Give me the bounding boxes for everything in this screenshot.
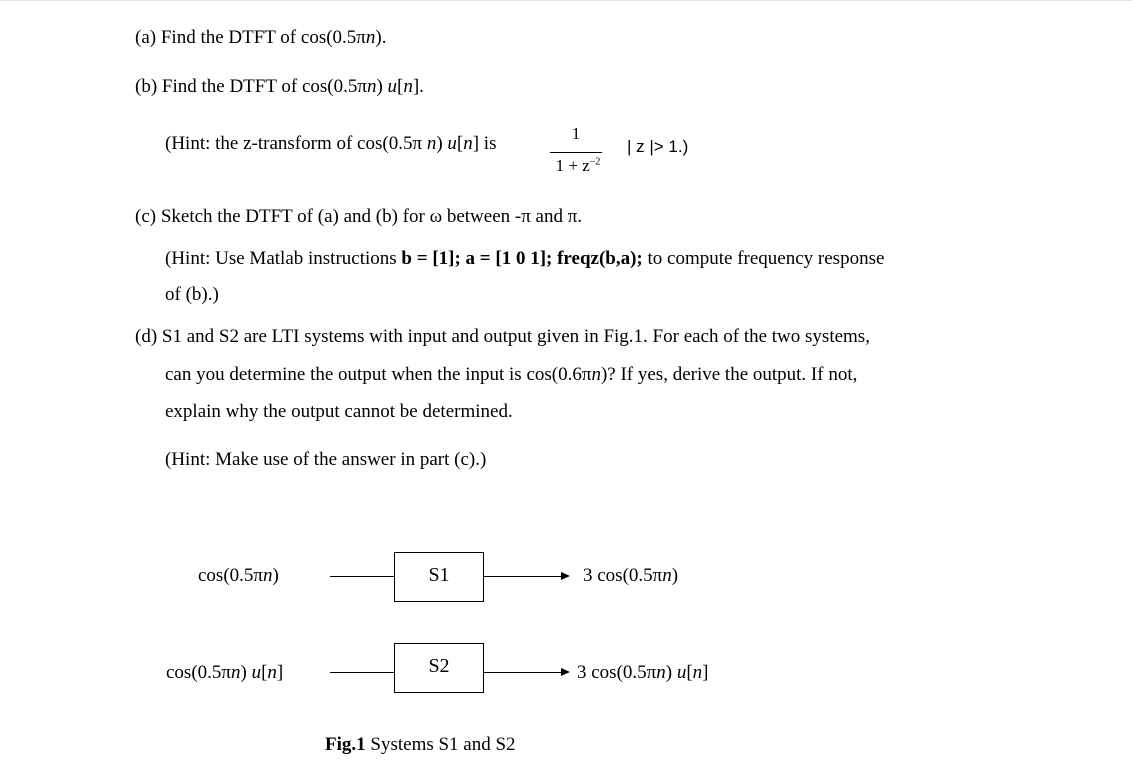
hint-c-suffix: to compute frequency response <box>647 248 885 269</box>
s2-input-pre: cos(0.5π <box>166 662 231 683</box>
s2-output-wire <box>483 672 561 673</box>
question-b-expr: cos(0.5π <box>301 76 367 97</box>
var-n: n <box>662 565 672 586</box>
var-n: n <box>231 662 241 683</box>
figure-caption-number: Fig.1 <box>325 734 366 755</box>
bracket: [ <box>686 662 693 683</box>
s1-output-post: ) <box>671 565 679 586</box>
s1-input-post: ) <box>272 565 279 586</box>
question-c-text: Sketch the DTFT of (a) and (b) for ω between -π and π. <box>160 206 583 227</box>
question-d-line3: explain why the output cannot be determined. <box>165 401 513 422</box>
hint-b-suffix: ] is <box>472 133 497 154</box>
s2-output-label <box>577 662 708 684</box>
var-n: n <box>656 662 666 683</box>
s1-output-label <box>583 565 678 587</box>
var-n: n <box>403 76 413 97</box>
var-u: u <box>387 76 398 97</box>
bracket: [ <box>456 133 464 154</box>
question-a-expr-end: ). <box>375 27 387 48</box>
question-d-label: (d) <box>135 326 158 347</box>
var-u: u <box>447 133 457 154</box>
figure-caption <box>325 734 516 756</box>
s2-arrow-icon <box>561 668 570 676</box>
region-of-convergence: | z |> 1.) <box>627 137 689 156</box>
question-a-label: (a) <box>135 27 157 48</box>
var-n: n <box>463 133 473 154</box>
s1-output-pre: 3 cos(0.5π <box>583 565 663 586</box>
fraction-denominator <box>548 156 608 176</box>
hint-b-prefix: (Hint: the z-transform of cos(0.5π <box>165 133 423 154</box>
bracket: [ <box>261 662 268 683</box>
s2-output-pre: 3 cos(0.5π <box>577 662 657 683</box>
var-u: u <box>676 662 687 683</box>
var-n: n <box>366 76 377 97</box>
hint-c <box>165 248 884 270</box>
bracket: [ <box>397 76 404 97</box>
s1-arrow-icon <box>561 572 570 580</box>
s1-system-box: S1 <box>394 552 484 602</box>
question-d-line1: S1 and S2 are LTI systems with input and output given in Fig.1. For each of the two systems, <box>161 326 870 347</box>
s1-input-wire <box>330 576 394 577</box>
question-b-text: Find the DTFT of <box>161 76 298 97</box>
question-b-label: (b) <box>135 76 158 97</box>
question-d-line2 <box>165 364 857 386</box>
page-top-border <box>0 0 1132 1</box>
question-a <box>135 27 386 49</box>
s1-output-wire <box>483 576 561 577</box>
hint-b <box>165 133 496 155</box>
var-n: n <box>267 662 277 683</box>
figure-caption-text: Systems S1 and S2 <box>370 734 516 755</box>
question-a-expr: cos(0.5π <box>300 27 366 48</box>
bracket-end: ] <box>702 662 709 683</box>
hint-d: (Hint: Make use of the answer in part (c).) <box>165 449 487 470</box>
question-d <box>135 326 870 348</box>
s2-input-wire <box>330 672 394 673</box>
s2-input-label <box>166 662 283 684</box>
var-n: n <box>263 565 273 586</box>
denominator-exponent: −2 <box>589 156 601 168</box>
hint-c-line2: of (b).) <box>165 284 219 305</box>
question-d-line2-post: )? If yes, derive the output. If not, <box>600 364 858 385</box>
question-c <box>135 206 582 228</box>
paren: ) <box>376 76 383 97</box>
var-n: n <box>692 662 703 683</box>
var-n: n <box>365 27 376 48</box>
s1-input-label <box>198 565 279 587</box>
question-a-text: Find the DTFT of <box>160 27 297 48</box>
fraction-numerator: 1 <box>571 124 581 143</box>
bracket-end: ] <box>276 662 284 683</box>
s1-input-pre: cos(0.5π <box>198 565 263 586</box>
var-n: n <box>591 364 601 385</box>
paren: ) <box>665 662 673 683</box>
hint-c-prefix: (Hint: Use Matlab instructions <box>165 248 397 269</box>
question-b <box>135 76 424 98</box>
paren: ) <box>436 133 443 154</box>
var-n: n <box>426 133 437 154</box>
s2-system-box: S2 <box>394 643 484 693</box>
bracket-end: ]. <box>412 76 424 97</box>
question-d-line2-pre: can you determine the output when the input is cos(0.6π <box>165 364 592 385</box>
question-c-label: (c) <box>135 206 157 227</box>
var-u: u <box>251 662 262 683</box>
denominator-base: 1 + z <box>555 156 590 175</box>
paren: ) <box>240 662 247 683</box>
fraction-bar <box>550 152 602 153</box>
matlab-code: b = [1]; a = [1 0 1]; freqz(b,a); <box>401 248 643 269</box>
